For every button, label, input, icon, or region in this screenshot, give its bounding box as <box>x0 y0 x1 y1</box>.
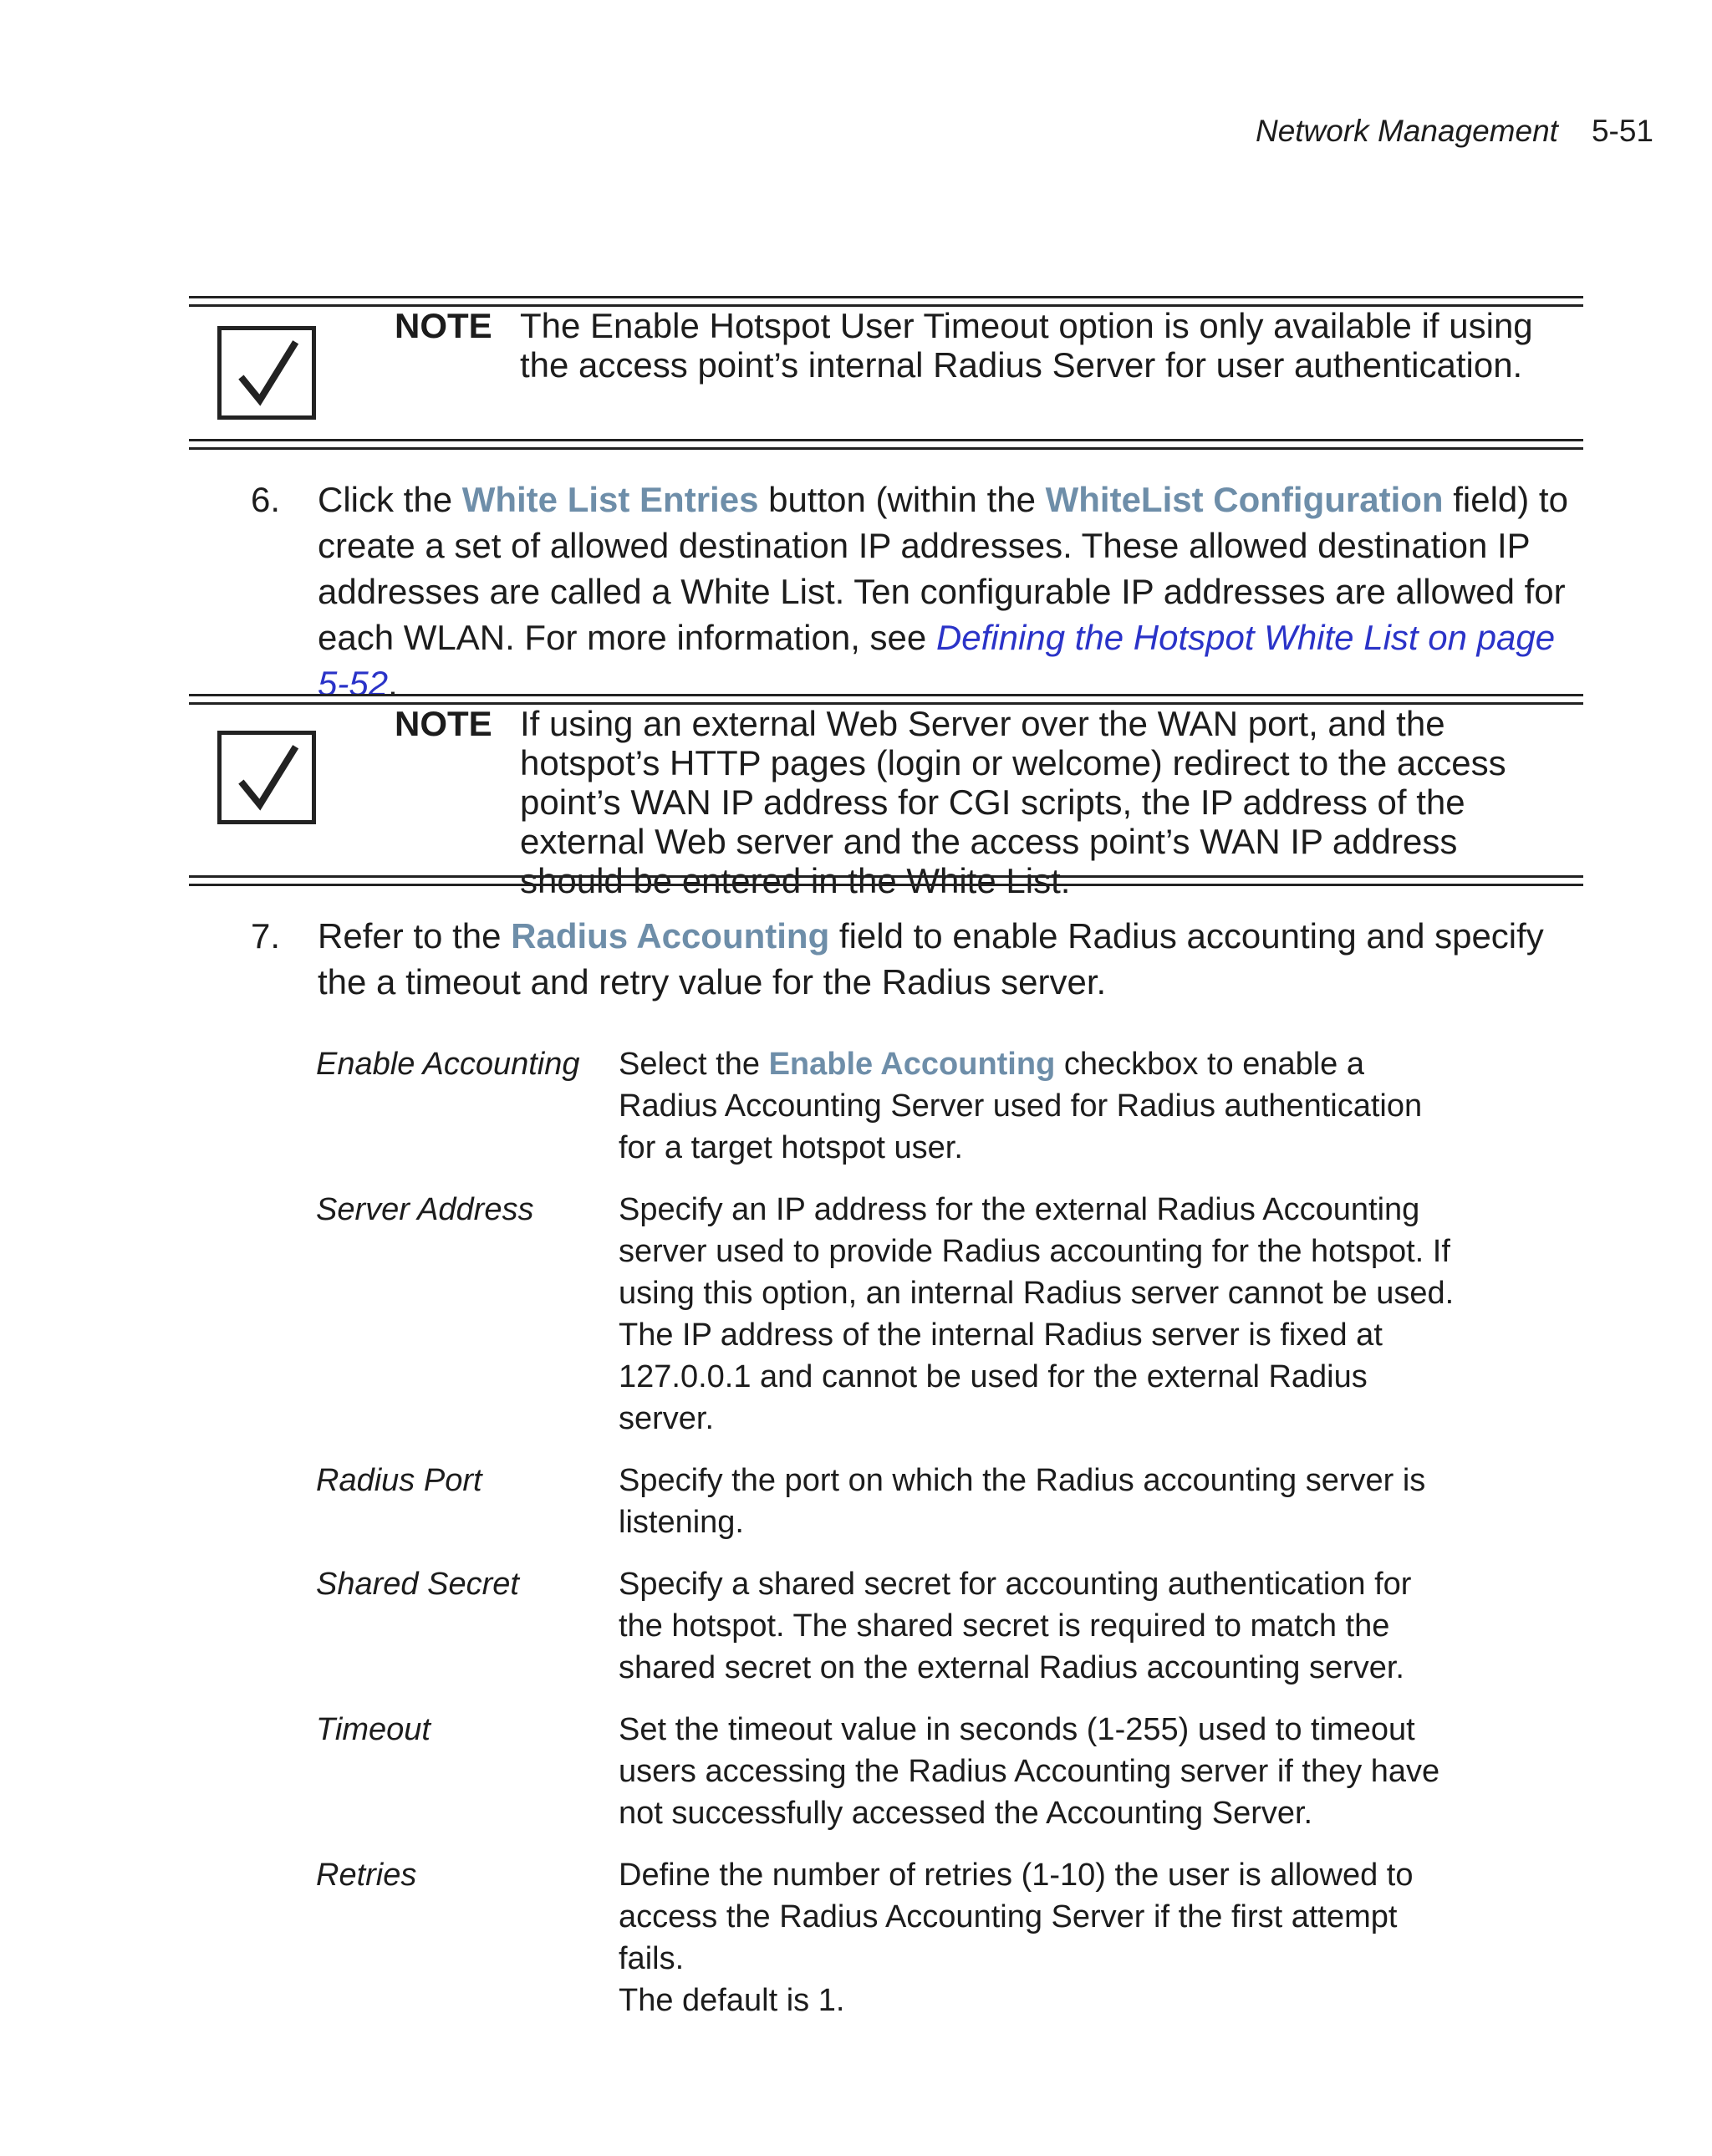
note-label: NOTE <box>395 704 492 743</box>
definition-description: Specify a shared secret for accounting authentication for the hotspot. The shared secret is required to match the shared secret on the external Radius accounting server. <box>619 1567 1412 1685</box>
definition-term: Radius Port <box>316 1463 482 1498</box>
cross-reference-link[interactable]: Defining the Hotspot White List on page 5-52 <box>318 618 1556 703</box>
definition-term: Enable Accounting <box>316 1047 580 1082</box>
definition-description: Set the timeout value in seconds (1-255) used to timeout users accessing the Radius Accounting server if they have not successfully accessed the Accounting Server. <box>619 1712 1440 1831</box>
text-run: Refer to the <box>318 916 512 956</box>
definition-term: Retries <box>316 1858 417 1893</box>
ui-reference-radius-accounting: Radius Accounting <box>511 916 830 956</box>
definition-description: Specify the port on which the Radius accounting server is listening. <box>619 1463 1426 1540</box>
text-run: field) to create a set of allowed destination IP addresses. These allowed destination IP addresses are called a White List. Ten configurable IP addresses are allowed for each WLAN. For more information, see <box>318 480 1568 657</box>
definition-row <box>316 1854 1486 2021</box>
definition-term: Shared Secret <box>316 1567 519 1602</box>
note-text: If using an external Web Server over the WAN port, and the hotspot’s HTTP pages (login or welcome) redirect to the access point’s WAN IP address for CGI scripts, the IP address of the external Web server and the access point’s WAN IP address should be entered in the White List. <box>520 704 1506 900</box>
page-number: 5-51 <box>1591 114 1653 148</box>
note-label: NOTE <box>395 306 492 345</box>
step-text <box>318 477 1588 706</box>
text-line: Define the number of retries (1-10) the user is allowed to access the Radius Accounting Server if the first attempt fails. <box>619 1858 1414 1976</box>
step-number: 7. <box>251 916 281 956</box>
text-run: . <box>388 664 398 703</box>
checkmark-icon <box>217 326 316 420</box>
page-header <box>1256 114 1653 149</box>
definition-row <box>316 1563 1486 1689</box>
note-rule-bottom <box>189 875 1583 886</box>
ui-reference-whitelist-configuration: WhiteList Configuration <box>1045 480 1444 519</box>
definition-description <box>619 1854 1463 2021</box>
definition-row <box>316 1189 1486 1440</box>
definition-term: Timeout <box>316 1712 431 1747</box>
section-title: Network Management <box>1255 114 1558 148</box>
text-run: field to enable Radius accounting and specify the a timeout and retry value for the Radius server. <box>318 916 1544 1002</box>
text-line: The default is 1. <box>619 1983 845 2018</box>
note-box-2 <box>189 694 1583 900</box>
text-run: button (within the <box>758 480 1046 519</box>
ui-reference-enable-accounting: Enable Accounting <box>768 1047 1056 1082</box>
step-text <box>318 913 1588 1005</box>
text-run: checkbox to enable a Radius Accounting Server used for Radius authentication for a target hotspot user. <box>619 1047 1423 1165</box>
definition-row <box>316 1709 1486 1834</box>
definition-description: Specify an IP address for the external Radius Accounting server used to provide Radius accounting for the hotspot. If using this option, an internal Radius server cannot be used. The IP address of the internal Radius server is fixed at 127.0.0.1 and cannot be used for the external Radius server. <box>619 1192 1455 1436</box>
text-run: Select the <box>619 1047 769 1082</box>
definition-term: Server Address <box>316 1192 534 1227</box>
note-box-1 <box>189 296 1583 450</box>
definition-description <box>619 1043 1463 1169</box>
note-text: The Enable Hotspot User Timeout option is only available if using the access point’s internal Radius Server for user authentication. <box>520 306 1533 385</box>
definition-row <box>316 1460 1486 1543</box>
definition-row <box>316 1043 1486 1169</box>
field-definition-table <box>316 1043 1486 2041</box>
text-run: Click the <box>318 480 462 519</box>
ui-reference-white-list-entries: White List Entries <box>461 480 759 519</box>
checkmark-icon <box>217 731 316 824</box>
step-number: 6. <box>251 480 281 519</box>
note-rule-bottom <box>189 439 1583 450</box>
